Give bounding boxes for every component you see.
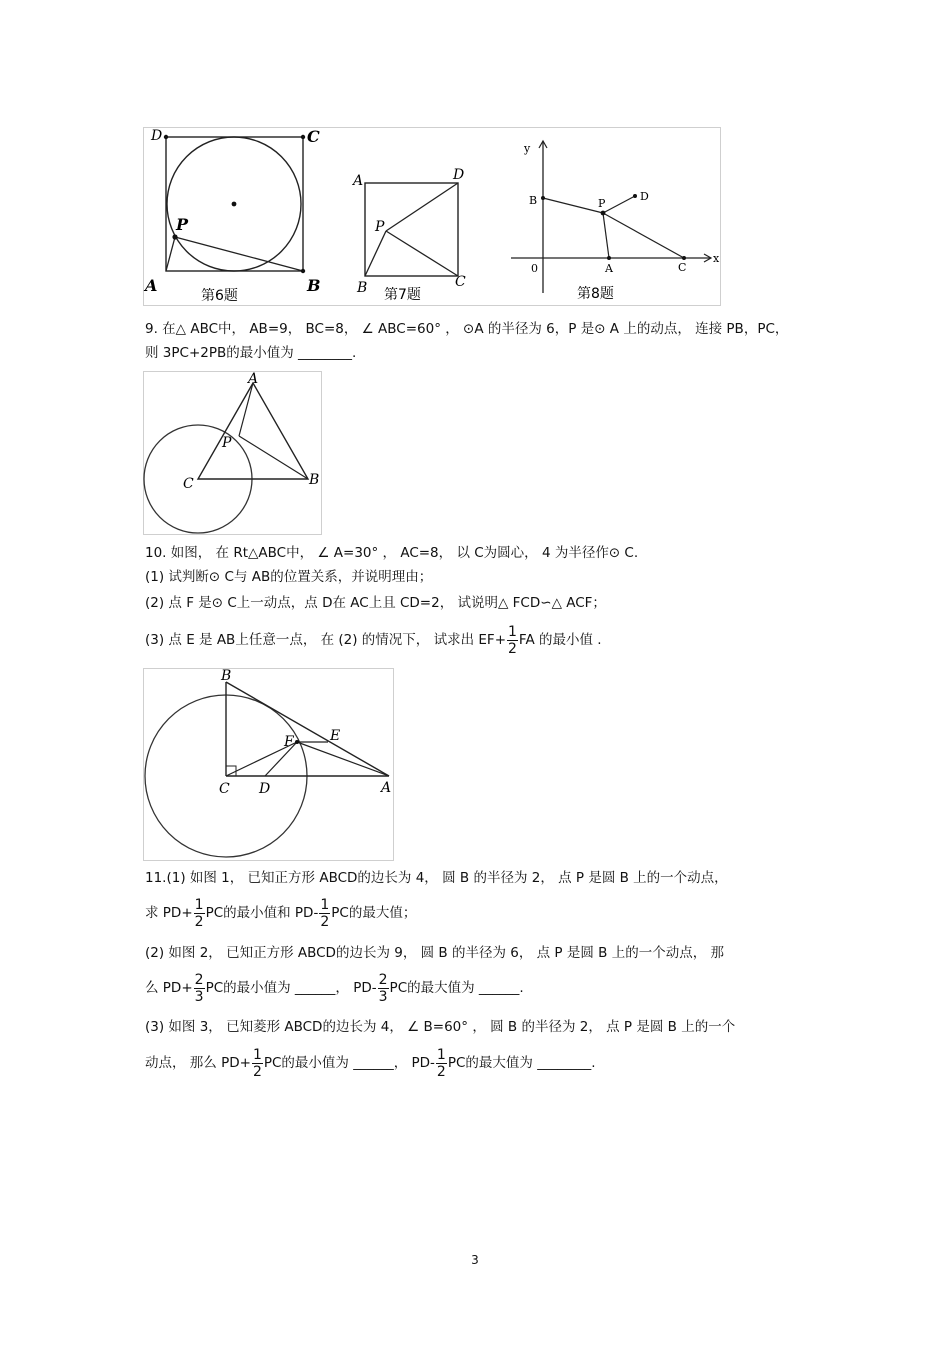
- label-D: D: [640, 190, 649, 203]
- figure-9: [143, 371, 323, 536]
- label-P: P: [375, 219, 385, 235]
- label-D: D: [453, 167, 465, 183]
- figure-10: [143, 668, 395, 862]
- fraction: $\frac{1}{2}$: [252, 1046, 262, 1080]
- fraction: $\frac{1}{2}$: [194, 896, 204, 930]
- label-F: F: [284, 734, 294, 750]
- q10-line1: 10. 如图， 在 Rt△ABC中， ∠ A=30° ， AC=8， 以 C为圆心， 4 为半径作⊙ C.: [145, 545, 639, 561]
- label-B: B: [221, 668, 232, 684]
- q9-line1: 9. 在△ ABC中， AB=9， BC=8， ∠ ABC=60° ， ⊙A 的半径为 6，P 是⊙ A 上的动点， 连接 PB，PC，: [145, 321, 789, 337]
- label-x: x: [713, 252, 720, 265]
- label-origin: 0: [531, 262, 538, 275]
- figures-6-7-8: [143, 127, 723, 307]
- q10-line4-pre: (3) 点 E 是 AB上任意一点， 在 (2) 的情况下， 试求出 EF+: [145, 632, 506, 648]
- q10-line4-post: FA 的最小值 .: [518, 632, 602, 648]
- label-C: C: [219, 781, 230, 797]
- caption-fig8: 第8题: [577, 286, 614, 302]
- label-A: A: [248, 371, 259, 387]
- label-B: B: [307, 276, 321, 295]
- label-P: P: [222, 435, 232, 451]
- page-number: 3: [471, 1253, 479, 1267]
- label-P: P: [598, 197, 606, 210]
- fraction: $\frac{1}{2}$: [320, 896, 330, 930]
- label-B: B: [309, 472, 320, 488]
- figure-7: [351, 167, 466, 303]
- caption-fig6: 第6题: [201, 288, 238, 304]
- fraction: $\frac{2}{3}$: [194, 971, 204, 1005]
- q10-line2: (1) 试判断⊙ C与 AB的位置关系，并说明理由；: [145, 569, 433, 585]
- q10-line4: [145, 620, 602, 660]
- label-A: A: [381, 780, 392, 796]
- label-A: A: [605, 262, 613, 275]
- label-D: D: [151, 128, 163, 144]
- label-A: A: [353, 173, 364, 189]
- q11-p1-line1: 11.(1) 如图 1， 已知正方形 ABCD的边长为 4， 圆 B 的半径为 2， 点 P 是圆 B 上的一个动点，: [145, 870, 728, 886]
- caption-fig7: 第7题: [384, 287, 421, 303]
- fraction: $\frac{1}{2}$: [436, 1046, 446, 1080]
- q11-p2-line2: 么 PD+ $\frac{2}{3}$ PC的最小值为 ______， PD- $\frac{2}{3}$ PC的最大值为 ______.: [145, 971, 524, 1005]
- q10-line3: (2) 点 F 是⊙ C上一动点，点 D在 AC上且 CD=2， 试说明△ FCD∽△ ACF；: [145, 595, 606, 611]
- label-P: P: [176, 215, 189, 234]
- label-D: D: [259, 781, 271, 797]
- fraction: $\frac{1}{2}$: [508, 623, 517, 657]
- label-B: B: [529, 194, 538, 207]
- label-C: C: [183, 476, 194, 492]
- label-B: B: [357, 280, 368, 296]
- label-C: C: [678, 261, 687, 274]
- figure-6: [143, 127, 321, 304]
- label-C: C: [455, 274, 466, 290]
- q9-line2: 则 3PC+2PB的最小值为 ________.: [145, 345, 357, 361]
- figure-8: [511, 141, 720, 302]
- label-y: y: [524, 142, 531, 155]
- q11-p1-line2: 求 PD+ $\frac{1}{2}$ PC的最小值和 PD- $\frac{1}{2}$ PC的最大值；: [145, 896, 417, 930]
- label-A: A: [145, 276, 158, 295]
- label-E: E: [330, 728, 341, 744]
- q11-p3-line2: 动点， 那么 PD+ $\frac{1}{2}$ PC的最小值为 ______， PD- $\frac{1}{2}$ PC的最大值为 ________.: [145, 1046, 596, 1080]
- q11-p2-line1: (2) 如图 2， 已知正方形 ABCD的边长为 9， 圆 B 的半径为 6， 点 P 是圆 B 上的一个动点， 那: [145, 945, 725, 961]
- label-C: C: [307, 127, 320, 146]
- q11-p3-line1: (3) 如图 3， 已知菱形 ABCD的边长为 4， ∠ B=60° ， 圆 B 的半径为 2， 点 P 是圆 B 上的一个: [145, 1019, 736, 1035]
- fraction: $\frac{2}{3}$: [378, 971, 388, 1005]
